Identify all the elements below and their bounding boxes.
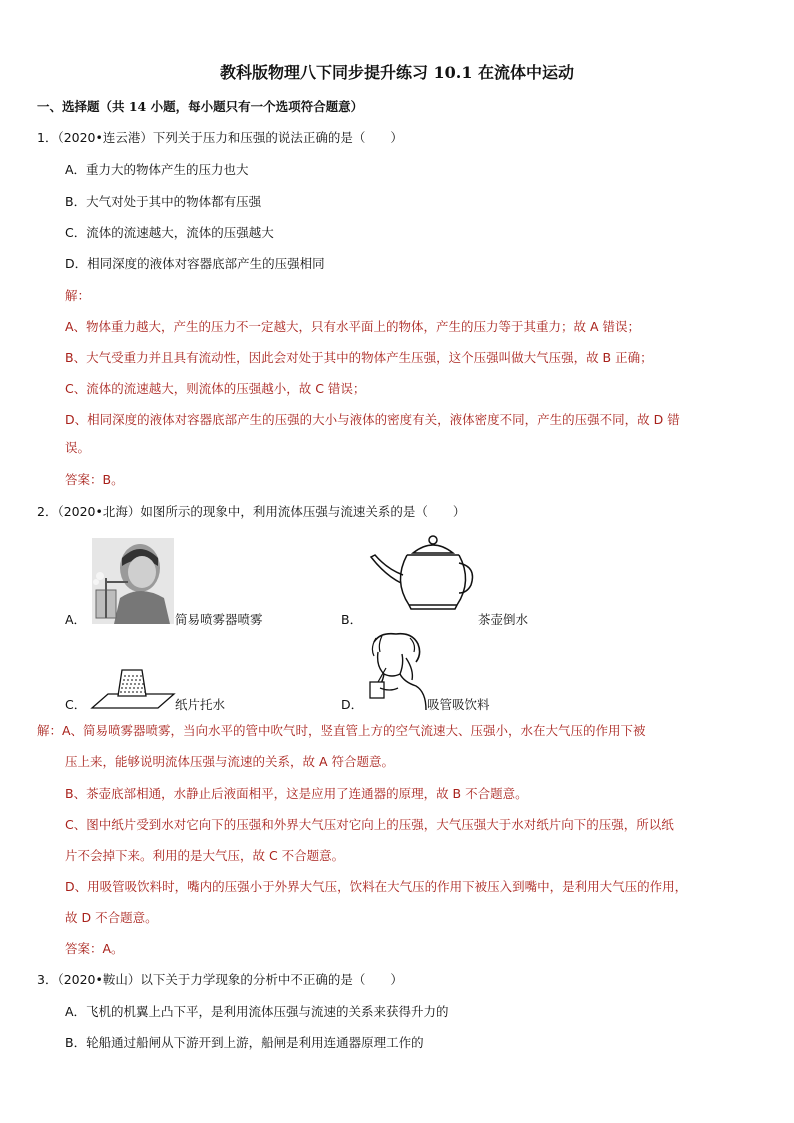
q2-explain-a: 解：A、简易喷雾器喷雾，当向水平的管中吹气时，竖直管上方的空气流速大、压强小，水在大气压的作用下被 bbox=[37, 723, 646, 738]
q1-solution-label: 解： bbox=[65, 288, 91, 303]
page-title: 教科版物理八下同步提升练习 10.1 在流体中运动 bbox=[219, 63, 575, 82]
q1-explain-b: B、大气受重力并且具有流动性，因此会对处于其中的物体产生压强，这个压强叫做大气压强，故 B 正确； bbox=[65, 350, 653, 365]
q1-explain-c: C、流体的流速越大，则流体的压强越小，故 C 错误； bbox=[65, 381, 366, 396]
paper-water-figure bbox=[90, 664, 176, 712]
q1-option-b: B．大气对处于其中的物体都有压强 bbox=[65, 194, 262, 209]
q1-option-a: A．重力大的物体产生的压力也大 bbox=[65, 162, 249, 177]
q2-label-d: D． bbox=[341, 697, 364, 712]
q2-explain-a-cont: 压上来，能够说明流体压强与流速的关系，故 A 符合题意。 bbox=[65, 754, 394, 769]
q2-label-a: A． bbox=[65, 612, 87, 627]
q2-label-c: C． bbox=[65, 697, 87, 712]
q1-explain-a: A、物体重力越大，产生的压力不一定越大，只有水平面上的物体，产生的压力等于其重力；故 A 错误； bbox=[65, 319, 641, 334]
q3-option-a: A．飞机的机翼上凸下平，是利用流体压强与流速的关系来获得升力的 bbox=[65, 1004, 449, 1019]
straw-drinking-figure bbox=[360, 630, 428, 712]
q2-explain-c-cont: 片不会掉下来。利用的是大气压，故 C 不合题意。 bbox=[65, 848, 345, 863]
q2-caption-d: 吸管吸饮料 bbox=[427, 697, 490, 712]
q1-option-d: D．相同深度的液体对容器底部产生的压强相同 bbox=[65, 256, 325, 271]
q2-caption-b: 茶壶倒水 bbox=[478, 612, 529, 627]
section-heading: 一、选择题（共 14 小题，每小题只有一个选项符合题意） bbox=[37, 99, 364, 114]
q1-explain-d: D、相同深度的液体对容器底部产生的压强的大小与液体的密度有关，液体密度不同，产生的压强不同，故 D 错 bbox=[65, 412, 680, 427]
q1-answer: 答案：B。 bbox=[65, 472, 124, 487]
q2-explain-c: C、图中纸片受到水对它向下的压强和外界大气压对它向上的压强，大气压强大于水对纸片向下的压强，所以纸 bbox=[65, 817, 674, 832]
q1-option-c: C．流体的流速越大，流体的压强越大 bbox=[65, 225, 274, 240]
q2-explain-d-cont: 故 D 不合题意。 bbox=[65, 910, 158, 925]
q1-explain-d-cont: 误。 bbox=[65, 440, 91, 455]
q3-option-b: B．轮船通过船闸从下游开到上游，船闸是利用连通器原理工作的 bbox=[65, 1035, 424, 1050]
q2-caption-a: 简易喷雾器喷雾 bbox=[175, 612, 263, 627]
question-1-stem: 1．（2020•连云港）下列关于压力和压强的说法正确的是（ ） bbox=[37, 130, 403, 145]
q2-caption-c: 纸片托水 bbox=[175, 697, 226, 712]
q2-explain-b: B、茶壶底部相通，水静止后液面相平，这是应用了连通器的原理，故 B 不合题意。 bbox=[65, 786, 528, 801]
q2-label-b: B． bbox=[341, 612, 363, 627]
q2-answer: 答案：A。 bbox=[65, 941, 124, 956]
teapot-figure bbox=[367, 531, 477, 613]
q2-explain-d: D、用吸管吸饮料时，嘴内的压强小于外界大气压，饮料在大气压的作用下被压入到嘴中，是利用大气压的作用， bbox=[65, 879, 688, 894]
question-2-stem: 2．（2020•北海）如图所示的现象中，利用流体压强与流速关系的是（ ） bbox=[37, 504, 466, 519]
sprayer-figure bbox=[92, 538, 174, 624]
question-3-stem: 3．（2020•鞍山）以下关于力学现象的分析中不正确的是（ ） bbox=[37, 972, 403, 987]
